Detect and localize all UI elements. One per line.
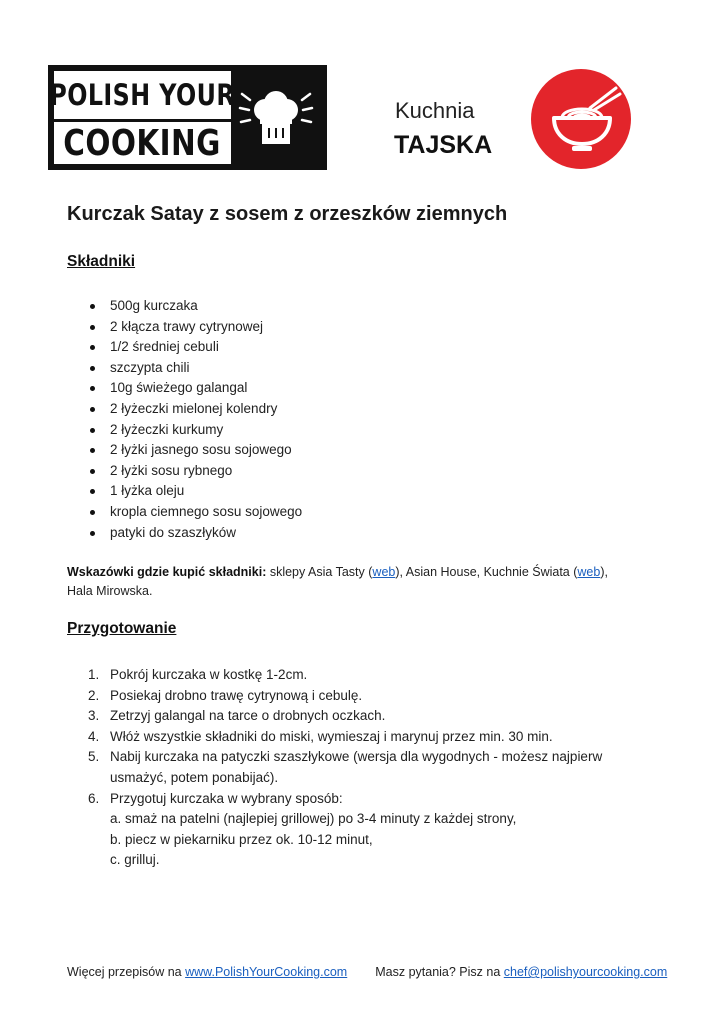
step-text: Pokrój kurczaka w kostkę 1-2cm. — [110, 667, 308, 682]
step-item — [88, 686, 602, 707]
step-item — [88, 747, 602, 788]
ingredient-item: 1 łyżka oleju — [110, 481, 302, 502]
step-text: Włóż wszystkie składniki do miski, wymieszaj i marynuj przez min. 30 min. — [110, 728, 553, 744]
step-text: Posiekaj drobno trawę cytrynową i cebulę. — [110, 687, 363, 703]
tips-text-1: sklepy Asia Tasty ( — [266, 565, 373, 579]
step-number: 6. — [88, 790, 100, 806]
step-number: 2. — [88, 687, 100, 703]
ingredient-item: 2 łyżki sosu rybnego — [110, 461, 302, 482]
tips-label: Wskazówki gdzie kupić składniki: — [67, 565, 267, 579]
step-text: Nabij kurczaka na patyczki szaszłykowe (wersja dla wygodnych - możesz najpierw — [110, 749, 603, 765]
logo-line2: COOKING — [63, 122, 222, 164]
kuchnie-swiata-web-link[interactable]: web — [577, 565, 601, 579]
step-number: 5. — [88, 749, 100, 765]
asia-tasty-web-link[interactable]: web — [372, 565, 396, 579]
step-item — [88, 665, 602, 686]
footer — [67, 965, 667, 979]
footer-more-text: Więcej przepisów na — [67, 965, 186, 979]
ingredients-list — [110, 296, 302, 543]
noodle-bowl-icon — [530, 68, 632, 170]
ingredient-item: 2 kłącza trawy cytrynowej — [110, 317, 302, 338]
ingredient-item: 500g kurczaka — [110, 296, 302, 317]
ingredient-item: 2 łyżeczki mielonej kolendry — [110, 399, 302, 420]
ingredient-item: 2 łyżeczki kurkumy — [110, 420, 302, 441]
logo-top-panel — [49, 71, 236, 119]
ingredients-heading: Składniki — [67, 253, 136, 270]
step-number: 3. — [88, 708, 100, 724]
ingredient-item: 2 łyżki jasnego sosu sojowego — [110, 440, 302, 461]
email-link[interactable]: chef@polishyourcooking.com — [503, 965, 668, 979]
step-item — [88, 789, 602, 871]
ingredient-item: kropla ciemnego sosu sojowego — [110, 502, 302, 523]
chef-hat-icon — [238, 86, 314, 150]
brand-logo — [48, 65, 327, 170]
step-item — [88, 706, 602, 727]
step-text-continued: usmażyć, potem ponabijać). — [110, 769, 279, 785]
logo-bottom-panel — [54, 122, 231, 164]
step-substep: a. smaż na patelni (najlepiej grillowej) po 3-4 minuty z każdej strony, — [110, 811, 517, 827]
ingredient-item: 1/2 średniej cebuli — [110, 337, 302, 358]
cuisine-name: TAJSKA — [394, 131, 493, 159]
recipe-title: Kurczak Satay z sosem z orzeszków ziemnych — [67, 203, 508, 225]
step-number: 1. — [88, 667, 100, 682]
step-substep: b. piecz w piekarniku przez ok. 10-12 minut, — [110, 831, 373, 847]
tips-text-3: ), Hala Mirowska. — [67, 565, 608, 598]
step-text: Zetrzyj galangal na tarce o drobnych oczkach. — [110, 708, 386, 724]
preparation-steps — [88, 665, 602, 871]
footer-question-text: Masz pytania? Pisz na — [375, 965, 504, 979]
ingredient-item: szczypta chili — [110, 358, 302, 379]
step-item — [88, 727, 602, 748]
website-link[interactable]: www.PolishYourCooking.com — [185, 965, 348, 979]
step-text: Przygotuj kurczaka w wybrany sposób: — [110, 790, 343, 806]
ingredient-item: 10g świeżego galangal — [110, 378, 302, 399]
step-substep: c. grilluj. — [110, 852, 160, 868]
preparation-heading: Przygotowanie — [67, 620, 177, 637]
tips-text-2: ), Asian House, Kuchnie Świata ( — [395, 565, 578, 579]
step-number: 4. — [88, 728, 100, 744]
logo-line1: POLISH YOUR — [49, 78, 236, 112]
cuisine-label: Kuchnia — [395, 98, 475, 123]
shopping-tips — [67, 563, 627, 601]
ingredient-item: patyki do szaszłyków — [110, 523, 302, 544]
